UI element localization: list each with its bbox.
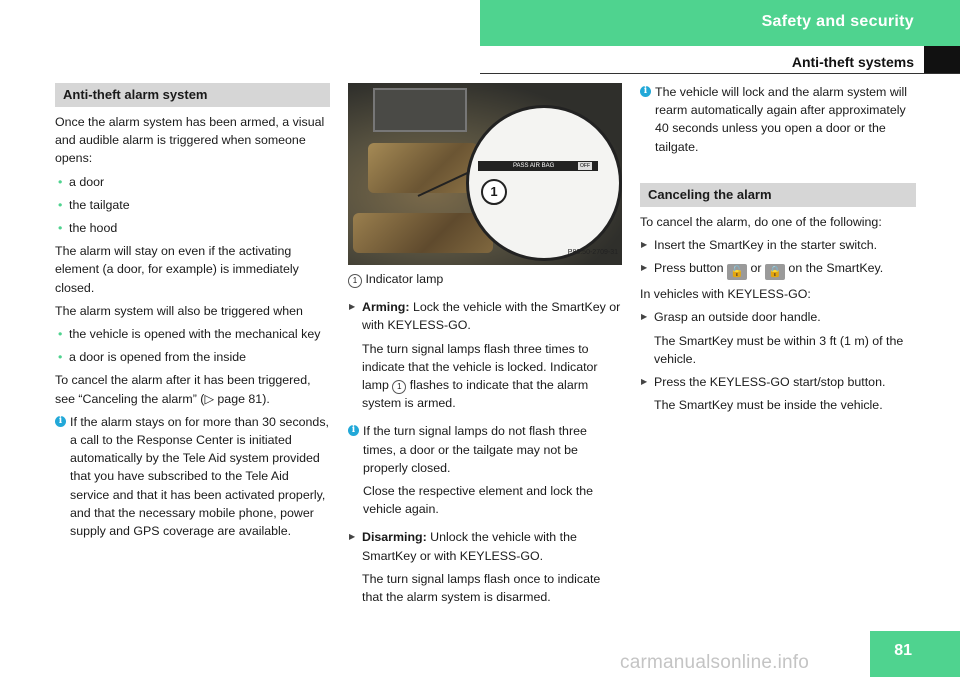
step4-detail: The SmartKey must be inside the vehicle. <box>654 398 883 413</box>
step-insert-key: ▶ Insert the SmartKey in the starter switch. <box>640 236 916 254</box>
disarming-detail: The turn signal lamps flash once to indicate that the alarm system is disarmed. <box>362 571 601 605</box>
info-icon: i <box>55 416 66 427</box>
arming-text: Lock the vehicle with the SmartKey or with KEYLESS-GO. <box>362 300 621 333</box>
step-disarming <box>348 528 623 564</box>
section-title: Safety and security <box>761 13 914 30</box>
info-detail: Close the respective element and lock the vehicle again. <box>363 484 594 517</box>
chapter-tab-marker <box>924 46 960 74</box>
alarm-intro: Once the alarm system has been armed, a visual and audible alarm is triggered when someone opens: <box>55 115 325 166</box>
step-grasp-handle: ▶ Grasp an outside door handle. <box>640 308 916 326</box>
dashboard-photo <box>348 83 622 265</box>
photo-pass-air-bag-label: PASS AIR BAG <box>513 163 555 169</box>
arming-label: Arming: <box>362 300 410 315</box>
column-alarm-system <box>55 83 330 540</box>
photo-off-label: OFF <box>580 163 590 169</box>
list-item: • the tailgate <box>55 196 330 214</box>
step-press-start-stop: ▶ Press the KEYLESS-GO start/stop button. <box>640 373 916 391</box>
step2-text-b: on the SmartKey. <box>788 261 884 276</box>
alarm-also-triggered: The alarm system will also be triggered when <box>55 303 303 318</box>
info-note <box>640 83 916 156</box>
list-item: • the vehicle is opened with the mechanical key <box>55 325 330 343</box>
step2-or: or <box>750 261 762 276</box>
cancel-reference: To cancel the alarm after it has been triggered, see “Canceling the alarm” (▷ page 81). <box>55 373 311 406</box>
disarming-text: Unlock the vehicle with the SmartKey or with KEYLESS-GO. <box>362 530 577 563</box>
photo-callout-1: 1 <box>481 179 507 205</box>
photo-wood-trim <box>353 213 493 253</box>
header-rule <box>480 73 960 74</box>
page-number: 81 <box>894 642 912 659</box>
disarming-label: Disarming: <box>362 530 427 545</box>
page-number-band <box>870 631 960 677</box>
arming-detail <box>348 340 623 413</box>
arming-detail-b: flashes to indicate that the alarm system is armed. <box>362 378 589 411</box>
alarm-stay-on: The alarm will stay on even if the activating element (a door, for example) is immediately closed. <box>55 244 299 295</box>
info-icon: i <box>348 425 359 436</box>
step-press-button <box>640 259 916 280</box>
list-item: • the hood <box>55 219 330 237</box>
info-note <box>55 413 330 540</box>
unlock-icon: 🔓 <box>727 264 747 280</box>
photo-screen <box>373 88 467 132</box>
list-item: • a door <box>55 173 330 191</box>
keyless-go-intro: In vehicles with KEYLESS-GO: <box>640 287 811 302</box>
photo-legend <box>348 270 623 288</box>
column-canceling <box>640 83 916 414</box>
info-text: The vehicle will lock and the alarm system will rearm automatically again after approximately 40 seconds unless you open a door or the tailgate. <box>655 85 908 154</box>
section-heading-alarm: Anti-theft alarm system <box>55 83 330 107</box>
list-item: • a door is opened from the inside <box>55 348 330 366</box>
info-text: If the alarm stays on for more than 30 seconds, a call to the Response Center is initiated automatically by the Tele Aid system provided that you have subscribed to the Tele Aid service and that it has been activated properly, and that the necessary mobile phone, power supply and GPS coverage are available. <box>70 414 329 539</box>
chapter-title: Anti-theft systems <box>791 54 914 70</box>
watermark: carmanualsonline.info <box>620 652 810 673</box>
info-text: If the turn signal lamps do not flash three times, a door or the tailgate may not be properly closed. <box>363 424 587 475</box>
photo-wood-trim <box>368 143 478 193</box>
callout-number: 1 <box>348 274 362 288</box>
step2-text-a: Press button <box>654 261 724 276</box>
legend-text: Indicator lamp <box>365 272 444 286</box>
cancel-intro: To cancel the alarm, do one of the following: <box>640 214 882 229</box>
arming-detail-a: The turn signal lamps flash three times to indicate that the vehicle is locked. Indicator lamp <box>362 341 598 393</box>
lock-icon: 🔒 <box>765 264 785 280</box>
info-note <box>348 422 623 518</box>
callout-number: 1 <box>392 380 406 394</box>
step3-detail: The SmartKey must be within 3 ft (1 m) of the vehicle. <box>654 333 904 366</box>
info-icon: i <box>640 86 651 97</box>
step-arming <box>348 298 623 334</box>
column-arming <box>348 83 623 606</box>
section-heading-canceling: Canceling the alarm <box>640 183 916 207</box>
photo-code: P80.50-2709-31 <box>567 248 618 256</box>
